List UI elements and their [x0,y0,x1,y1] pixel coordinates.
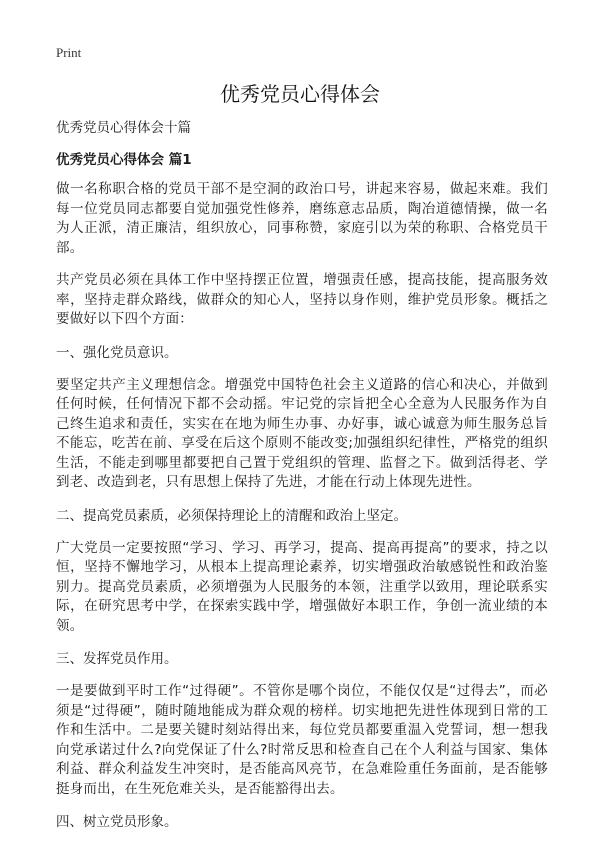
print-link[interactable]: Print [56,45,82,60]
page-title: 优秀党员心得体会 [220,82,380,106]
section-heading: 一、强化党员意识。 [56,344,178,361]
paragraph: 做一名称职合格的党员干部不是空洞的政治口号，讲起来容易，做起来难。我们每一位党员同志都要自觉加强党性修养，磨练意志品质，陶冶道德情操，做一名为人正派，清正廉洁，组织放心，同事称赞，家庭引以为荣的称职、合格党员干部。 [56,181,548,256]
paragraph: 共产党员必须在具体工作中坚持摆正位置，增强责任感，提高技能，提高服务效率，坚持走群众路线，做群众的知心人，坚持以身作则，维护党员形象。概括之要做好以下四个方面： [56,272,548,327]
paragraph: 要坚定共产主义理想信念。增强党中国特色社会主义道路的信心和决心，并做到任何时候，任何情况下都不会动摇。牢记党的宗旨把全心全意为人民服务作为自己终生追求和责任，实实在在地为师生办事、办好事，诚心诚意为师生服务总旨不能忘，吃苦在前、享受在后这个原则不能改变;加强组织纪律性，严格党的组织生活，不能走到哪里都要把自己置于党组织的管理、监督之下。做到活得老、学到老、改造到老，只有思想上保持了先进，才能在行动上体现先进性。 [56,376,548,490]
section-title: 优秀党员心得体会 篇1 [56,152,192,168]
paragraph: 一是要做到平时工作“过得硬”。不管你是哪个岗位，不能仅仅是“过得去”，而必须是“过得硬”，随时随地能成为群众观的榜样。切实地把先进性体现到日常的工作和生活中。二是要关键时刻站得出来，每位党员都要重温入党誓词，想一想我向党承诺过什么?向党保证了什么?时常反思和检查自己在个人利益与国家、集体利益、群众利益发生冲突时，是否能高风亮节，在急难险重任务面前，是否能够挺身而出，在生死危难关头，是否能豁得出去。 [56,683,548,797]
article-subtitle: 优秀党员心得体会十篇 [56,120,191,136]
article-body [56,118,548,845]
section-heading: 二、提高党员素质，必须保持理论上的清醒和政治上坚定。 [56,507,407,524]
paragraph: 广大党员一定要按照“学习、学习、再学习，提高、提高再提高”的要求，持之以恒，坚持不懈地学习，从根本上提高理论素养，切实增强政治敏感锐性和政治鉴别力。提高党员素质，必须增强为人民服务的本领，注重学以致用，理论联系实际，在研究思考中学，在探索实践中学，增强做好本职工作，争创一流业绩的本领。 [56,539,548,634]
section-heading: 四、树立党员形象。 [56,814,178,830]
section-heading: 三、发挥党员作用。 [56,651,178,667]
